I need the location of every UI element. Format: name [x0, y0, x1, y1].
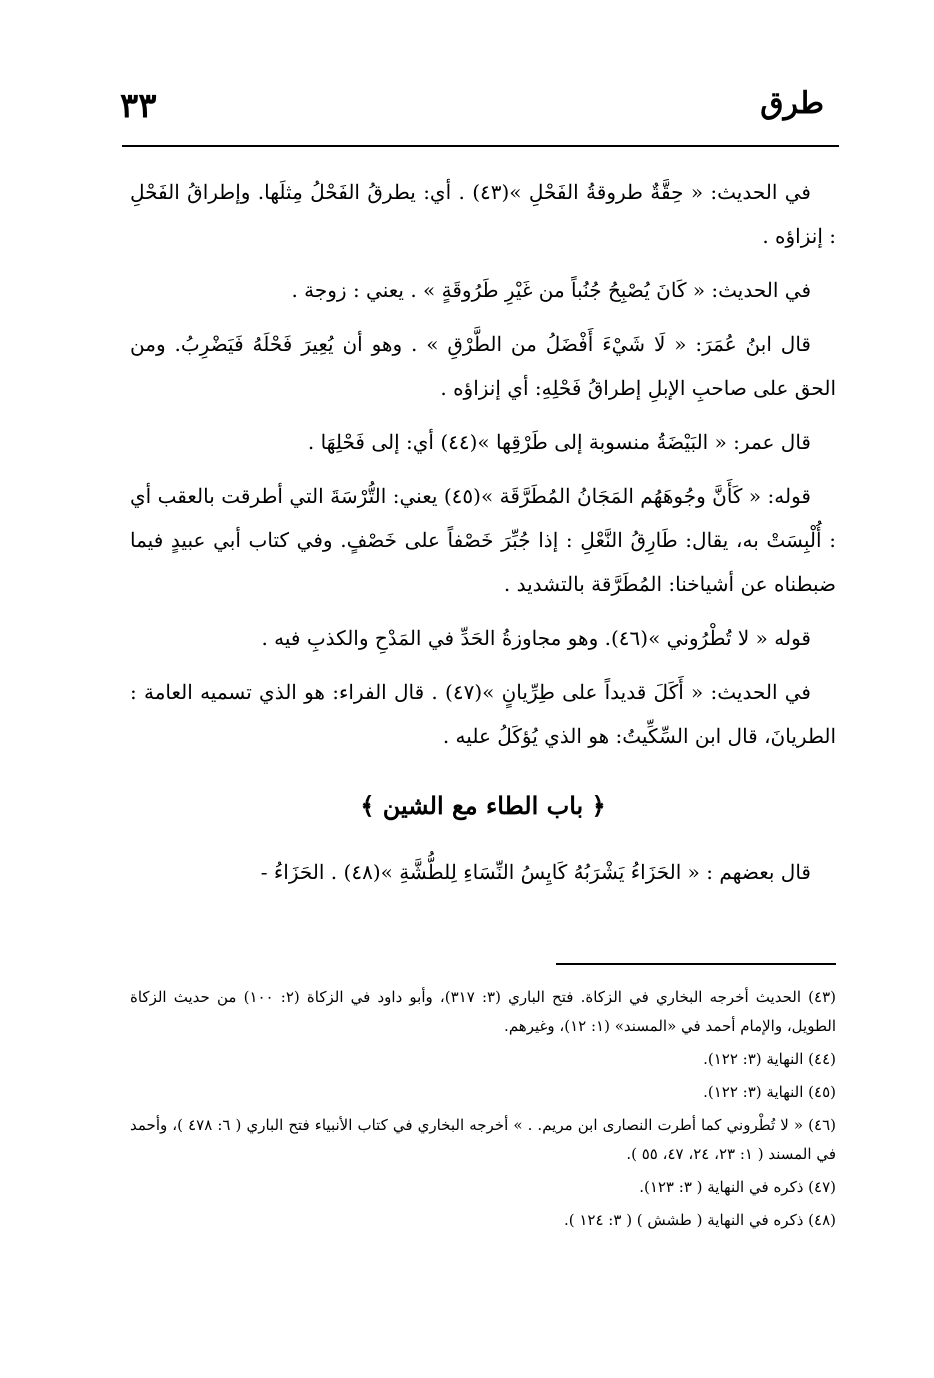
- paragraph: قال ابنُ عُمَرَ: « لَا شَيْءَ أَفْضَلُ من الطَّرْقِ » . وهو أن يُعِيرَ فَحْلَهُ فَيَضْرِبُ. ومن الحق على صاحبِ الإبلِ إطراقُ فَحْلِهِ: أي إنزاؤه .: [130, 332, 836, 400]
- footnote: (٤٧) ذكره في النهاية ( ٣: ١٢٣).: [639, 1178, 836, 1196]
- footnote: (٤٦) « لا تُطْروني كما أطرت النصارى ابن مريم. . » أخرجه البخاري في كتاب الأنبياء فتح الباري ( ٦: ٤٧٨ )، وأحمد في المسند ( ١: ٢٣، ٢٤، ٤٧، ٥٥ ).: [130, 1116, 836, 1163]
- page-number: ٣٣: [120, 86, 157, 126]
- footnote: (٤٥) النهاية (٣: ١٢٢).: [703, 1083, 836, 1101]
- footnotes: [130, 983, 836, 1239]
- paragraph: قوله: « كَأَنَّ وجُوهَهُم المَجَانُ المُطَرَّقَة »(٤٥) يعني: التُّرْسَةَ التي أطرقت بالعقب أي : أُلْبِسَتْ به، يقال: طَارِقُ النَّعْلِ : إذا جُبِّرَ خَصْفاً على خَصْفٍ. وفي كتاب أبي عبيدٍ فيما ضبطناه عن أشياخنا: المُطَرَّقة بالتشديد .: [130, 484, 836, 596]
- paragraph: قوله « لا تُطْرُوني »(٤٦). وهو مجاوزةُ الحَدِّ في المَدْحِ والكذبِ فيه .: [261, 626, 811, 650]
- footnote-rule: [556, 963, 836, 965]
- running-header-word: طرق: [760, 86, 824, 121]
- footnote: (٤٤) النهاية (٣: ١٢٢).: [703, 1050, 836, 1068]
- paragraph: في الحديث: « كَانَ يُصْبِحُ جُنُباً من غَيْرِ طَرُوقَةٍ » . يعني : زوجة .: [291, 278, 811, 302]
- footnote: (٤٨) ذكره في النهاية ( طشش ) ( ٣: ١٢٤ ).: [563, 1211, 836, 1229]
- section-title: ﴿ باب الطاء مع الشين ﴾: [360, 791, 606, 820]
- paragraph: قال بعضهم : « الحَزَاءُ يَشْرَبُهُ كَايِسُ النِّسَاءِ لِلطُّشَّةِ »(٤٨) . الحَزَاءُ -: [260, 860, 811, 884]
- main-text: [130, 170, 836, 894]
- paragraph: في الحديث: « حِقَّةٌ طروقةُ الفَحْلِ »(٤٣) . أي: يطرقُ الفَحْلُ مِثلَها. وإطراقُ الفَحْلِ : إنزاؤه .: [130, 180, 836, 248]
- paragraph: في الحديث: « أَكَلَ قديداً على طِرِّيانٍ »(٤٧) . قال الفراء: هو الذي تسميه العامة : الطريانَ، قال ابن السِّكِّيتُ: هو الذي يُؤكَلُ عليه .: [130, 680, 836, 748]
- footnote: (٤٣) الحديث أخرجه البخاري في الزكاة. فتح الباري (٣: ٣١٧)، وأبو داود في الزكاة (٢: ١٠٠) من حديث الزكاة الطويل، والإمام أحمد في «المسند» (١: ١٢)، وغيرهم.: [130, 988, 836, 1035]
- header-rule: [122, 145, 839, 147]
- paragraph: قال عمر: « البَيْضَةُ منسوبة إلى طَرْقِها »(٤٤) أي: إلى فَحْلِهَا .: [307, 430, 811, 454]
- page-header: [120, 86, 824, 136]
